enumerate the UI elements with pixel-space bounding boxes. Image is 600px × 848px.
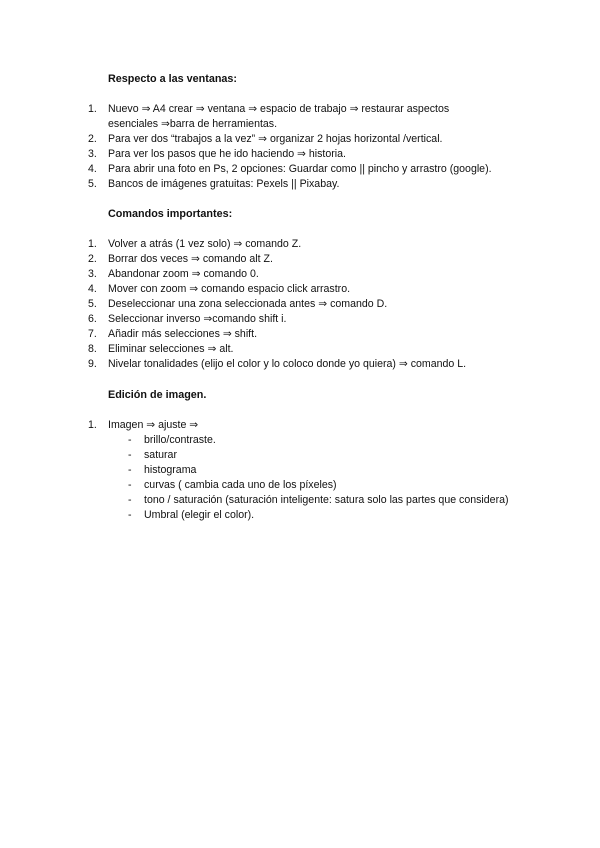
list-item-continuation: esenciales ⇒barra de herramientas. (108, 118, 278, 130)
dash-bullet: - (128, 479, 132, 491)
list-text: Borrar dos veces ⇒ comando alt Z. (108, 253, 273, 265)
list-item (88, 418, 198, 433)
sub-list-text: Umbral (elegir el color). (144, 509, 255, 521)
list-text: Mover con zoom ⇒ comando espacio click arrastro. (108, 283, 351, 295)
list-number: 4. (88, 163, 97, 175)
sub-list-item (128, 508, 254, 523)
list-item (88, 297, 387, 312)
dash-bullet: - (128, 434, 132, 446)
list-text: Eliminar selecciones ⇒ alt. (108, 343, 234, 355)
section-heading-edicion: Edición de imagen. (108, 389, 207, 401)
sub-list-item (128, 478, 337, 493)
list-text: Bancos de imágenes gratuitas: Pexels || Pixabay. (108, 178, 340, 190)
sub-list-text: tono / saturación (saturación inteligente: satura solo las partes que considera) (144, 494, 509, 506)
list-text: Para ver los pasos que he ido haciendo ⇒ historia. (108, 148, 346, 160)
list-number: 2. (88, 253, 97, 265)
list-number: 2. (88, 133, 97, 145)
sub-list-item (128, 493, 509, 508)
list-text: Seleccionar inverso ⇒comando shift i. (108, 313, 287, 325)
dash-bullet: - (128, 449, 132, 461)
sub-list-item (128, 448, 177, 463)
dash-bullet: - (128, 494, 132, 506)
list-text: Imagen ⇒ ajuste ⇒ (108, 419, 199, 431)
list-text: Para abrir una foto en Ps, 2 opciones: Guardar como || pincho y arrastro (google). (108, 163, 492, 175)
list-item (88, 327, 257, 342)
list-text: Abandonar zoom ⇒ comando 0. (108, 268, 259, 280)
dash-bullet: - (128, 509, 132, 521)
list-item (88, 147, 346, 162)
sub-list-item (128, 463, 196, 478)
sub-list-text: saturar (144, 449, 177, 461)
list-number: 6. (88, 313, 97, 325)
sub-list-text: brillo/contraste. (144, 434, 216, 446)
list-item (88, 237, 301, 252)
list-number: 7. (88, 328, 97, 340)
list-number: 1. (88, 238, 97, 250)
list-number: 3. (88, 148, 97, 160)
list-number: 8. (88, 343, 97, 355)
list-text: Deseleccionar una zona seleccionada antes ⇒ comando D. (108, 298, 388, 310)
list-item (88, 102, 449, 117)
list-item (88, 177, 339, 192)
list-number: 5. (88, 298, 97, 310)
list-text: Añadir más selecciones ⇒ shift. (108, 328, 258, 340)
dash-bullet: - (128, 464, 132, 476)
sub-list-text: histograma (144, 464, 197, 476)
sub-list-text: curvas ( cambia cada uno de los píxeles) (144, 479, 337, 491)
list-item (88, 132, 443, 147)
list-item (88, 342, 233, 357)
list-number: 9. (88, 358, 97, 370)
list-item (88, 252, 273, 267)
list-text: Nivelar tonalidades (elijo el color y lo coloco donde yo quiera) ⇒ comando L. (108, 358, 467, 370)
list-number: 3. (88, 268, 97, 280)
list-number: 4. (88, 283, 97, 295)
section-heading-ventanas: Respecto a las ventanas: (108, 73, 238, 85)
list-text: Nuevo ⇒ A4 crear ⇒ ventana ⇒ espacio de trabajo ⇒ restaurar aspectos (108, 103, 450, 115)
section-heading-comandos: Comandos importantes: (108, 208, 233, 220)
list-item (88, 312, 286, 327)
list-number: 1. (88, 103, 97, 115)
sub-list-item (128, 433, 216, 448)
list-item (88, 357, 466, 372)
list-text: Para ver dos “trabajos a la vez” ⇒ organizar 2 hojas horizontal /vertical. (108, 133, 443, 145)
list-item (88, 267, 259, 282)
list-text: Volver a atrás (1 vez solo) ⇒ comando Z. (108, 238, 302, 250)
list-item (88, 282, 350, 297)
list-item (88, 162, 492, 177)
list-number: 1. (88, 419, 97, 431)
list-number: 5. (88, 178, 97, 190)
